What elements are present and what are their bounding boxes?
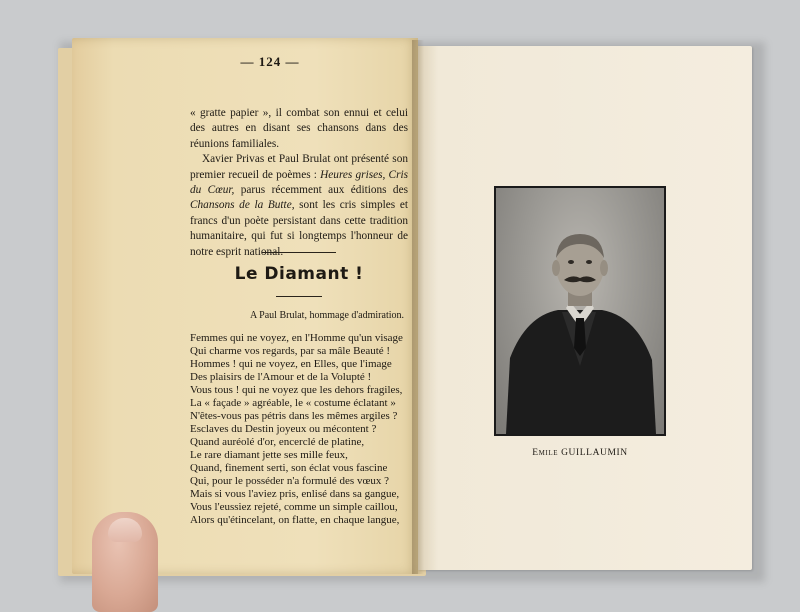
- paragraph-2-part2: parus récemment aux éditions des: [234, 184, 408, 197]
- poem: [190, 332, 415, 527]
- poem-line: N'êtes-vous pas pétris dans les mêmes argiles ?: [190, 410, 398, 422]
- poem-title: Le Diamant !: [234, 264, 364, 284]
- portrait-illustration: [496, 188, 664, 434]
- poem-line: Qui charme vos regards, par sa mâle Beauté !: [190, 345, 391, 357]
- paragraph-2: [190, 152, 408, 260]
- dedication: A Paul Brulat, hommage d'admiration.: [250, 310, 404, 321]
- portrait-caption: Emile GUILLAUMIN: [532, 448, 628, 458]
- poem-line: Mais si vous l'aviez pris, enlisé dans sa gangue,: [190, 488, 400, 500]
- poem-line: Vous l'eussiez rejeté, comme un simple caillou,: [190, 501, 398, 513]
- paragraph-1: « gratte papier », il combat son ennui et celui des autres en disant ses chansons dans des réunions familiales.: [190, 107, 408, 150]
- page-number: — 124 —: [240, 54, 300, 69]
- poem-line: Femmes qui ne voyez, en l'Homme qu'un visage: [190, 332, 403, 344]
- thumbnail: [108, 518, 142, 542]
- poem-line: Le rare diamant jette ses mille feux,: [190, 449, 348, 461]
- poem-line: Quand auréolé d'or, encerclé de platine,: [190, 436, 365, 448]
- paragraph-2-italic2: Chansons de la Butte,: [190, 199, 295, 212]
- poem-line: Quand, finement serti, son éclat vous fascine: [190, 462, 388, 474]
- prose-block: [190, 106, 408, 260]
- poem-line: Des plaisirs de l'Amour et de la Volupté !: [190, 371, 372, 383]
- paragraph-2-italic1: Heures grises, Cris du Cœur,: [190, 168, 408, 197]
- portrait-photo: [496, 188, 664, 434]
- poem-line: Qui, pour le posséder n'a formulé des vœux ?: [190, 475, 390, 487]
- poem-line: Alors qu'étincelant, on flatte, en chaque langue,: [190, 514, 400, 526]
- poem-line: Vous tous ! qui ne voyez que les dehors fragiles,: [190, 384, 403, 396]
- poem-line: Esclaves du Destin joyeux ou mécontent ?: [190, 423, 377, 435]
- paragraph-2-part1: Xavier Privas et Paul Brulat ont présenté son premier recueil de poèmes :: [190, 153, 408, 181]
- title-underline-rule: [276, 296, 322, 297]
- paragraph-2-part3: sont les cris simples et francs d'un poète persistant dans cette tradition humanitaire, qui fut si longtemps l'honneur de notre esprit national.: [190, 199, 408, 258]
- poem-line: Hommes ! qui ne voyez, en Elles, que l'image: [190, 358, 392, 370]
- divider-rule: [262, 252, 336, 253]
- poem-line: La « façade » agréable, le « costume éclatant »: [190, 397, 396, 409]
